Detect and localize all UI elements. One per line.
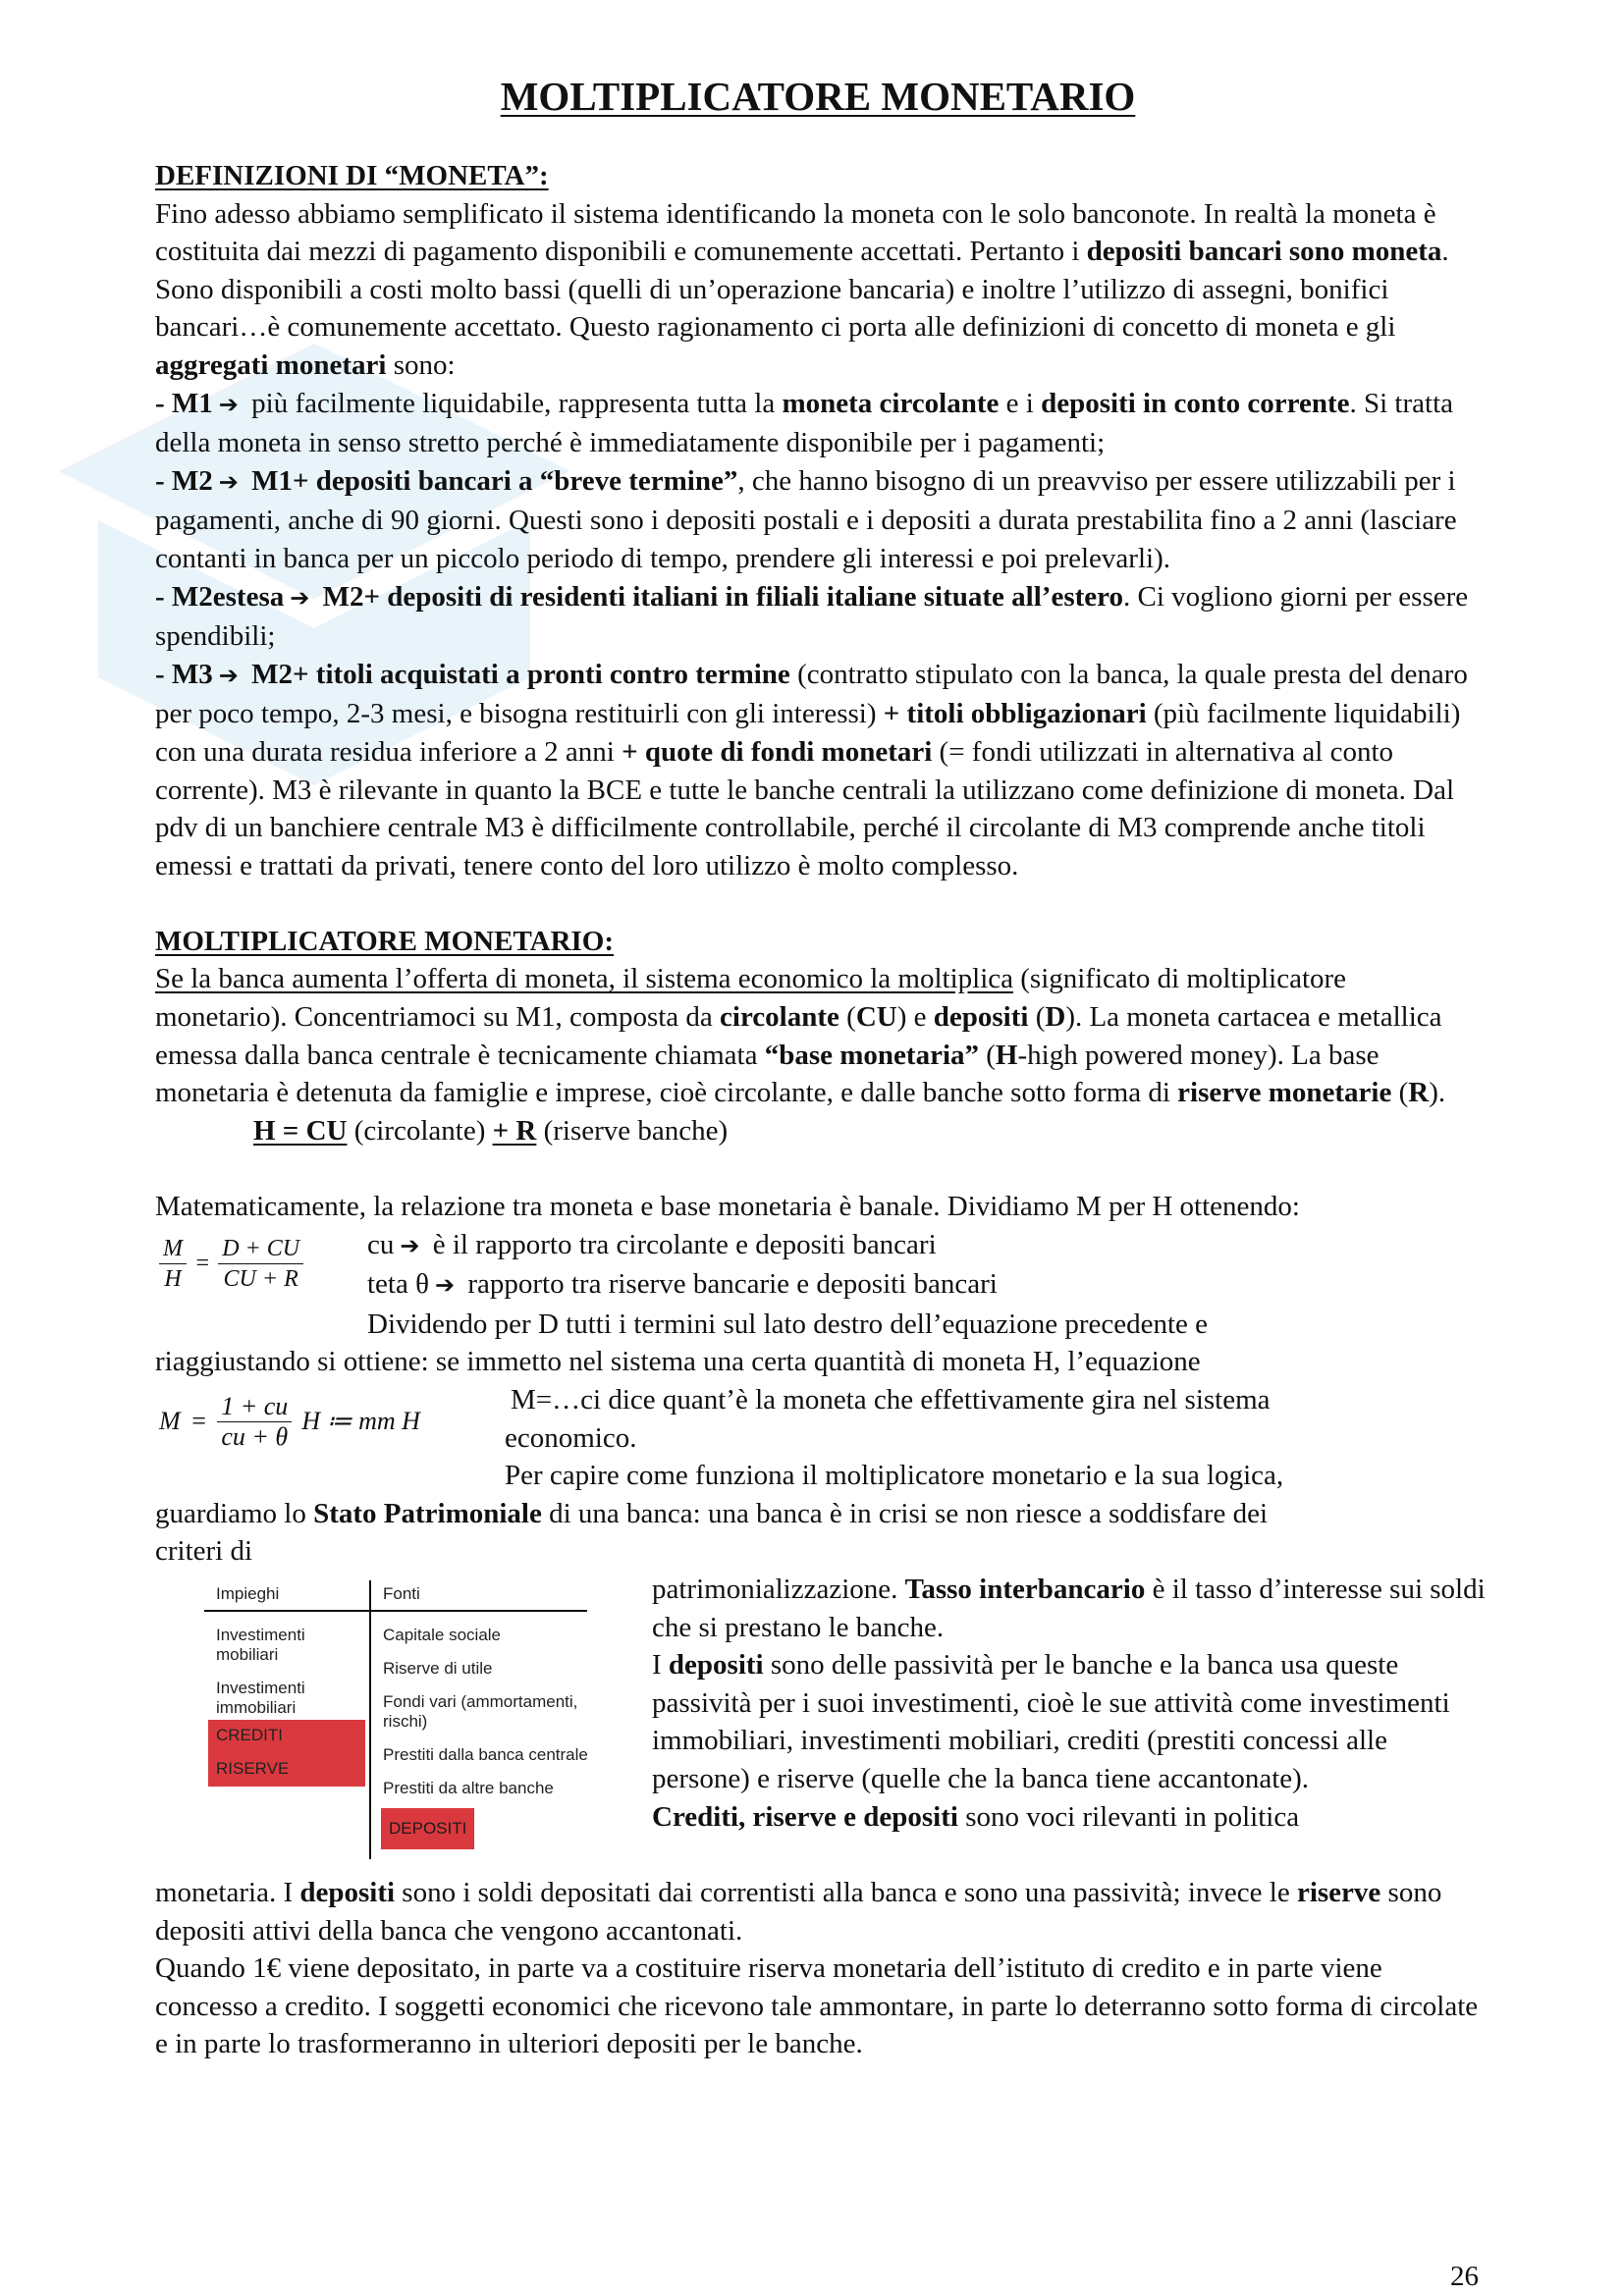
equation-block-1 <box>155 1226 1481 1344</box>
section-heading-moltiplicatore: MOLTIPLICATORE MONETARIO: <box>155 925 615 957</box>
arrow-right-icon: ➔ <box>400 1233 420 1259</box>
list-item-m1: - M1 ➔ più facilmente liquidabile, rappresenta tutta la moneta circolante e i depositi in conto corrente. Si tratta della moneta in senso stretto perché è immediatamente disponibile per i pagamenti; <box>155 387 1454 459</box>
list-item-m2: - M2 ➔ M1+ depositi bancari a “breve termine”, che hanno bisogno di un preavviso per essere utilizzabili per i pagamenti, anche di 90 giorni. Questi sono i depositi postali e i depositi a durata prestabilita fino a 2 anni (lasciare contanti in banca per un piccolo periodo di tempo, prendere gli interessi e poi prelevarli). <box>155 464 1457 574</box>
list-item-m2estesa: - M2estesa ➔ M2+ depositi di residenti italiani in filiali italiane situate all’estero. Ci vogliono giorni per essere spendibili; <box>155 580 1469 653</box>
paragraph-intro: Fino adesso abbiamo semplificato il sistema identificando la moneta con le solo banconote. In realtà la moneta è costituita dai mezzi di pagamento disponibili e comunemente accettati. Pertanto i depositi bancari sono moneta. Sono disponibili a costi molto bassi (quelli di un’operazione bancaria) e inoltre l’utilizzo di assegni, bonifici bancari…è comunemente accettato. Questo ragionamento ci porta alle definizioni di concetto di moneta e gli aggregati monetari sono: <box>155 197 1449 381</box>
column-header-fonti: Fonti <box>383 1583 420 1603</box>
paragraph-m-gira: M=…ci dice quant’è la moneta che effettivamente gira nel sistema <box>511 1384 1271 1415</box>
paragraph-criteri: criteri di <box>155 1535 253 1568</box>
arrow-right-icon: ➔ <box>218 392 239 418</box>
arrow-right-icon: ➔ <box>290 585 310 612</box>
equation-moltiplicatore: M = $\frac{1 + cu}{cu + \theta}$ H ≔ mm H <box>159 1391 420 1451</box>
asset-investimenti-mobiliari: Investimenti mobiliari <box>216 1625 305 1664</box>
paragraph-tasso-interbancario: patrimonializzazione. Tasso interbancario è il tasso d’interesse sui soldi che si prestano le banche. <box>652 1573 1486 1643</box>
paragraph-stato-patrimoniale: guardiamo lo Stato Patrimoniale di una banca: una banca è in crisi se non riesce a soddisfare dei <box>155 1497 1269 1529</box>
paragraph-quando-depositato: Quando 1€ viene depositato, in parte va a costituire riserva monetaria dell’istituto di credito e in parte viene concesso a credito. I soggetti economici che ricevono tale ammontare, in parte lo deterranno sotto forma di circolate e in parte lo trasformeranno in ulteriori depositi per le banche. <box>155 1952 1479 2060</box>
equation-block-2 <box>155 1381 1481 1495</box>
paragraph-depositi-passivita: I depositi sono delle passività per le banche e la banca usa queste passività per i suoi investimenti, cioè le sue attività come investimenti immobiliari, investimenti mobiliari, crediti (prestiti concessi alle persone) e riserve (quelle che la banca tiene accantonate). <box>652 1649 1450 1794</box>
formula-base-monetaria: H = CU (circolante) + R (riserve banche) <box>253 1114 729 1147</box>
source-prestiti-altre-banche: Prestiti da altre banche <box>383 1778 554 1797</box>
definition-cu: cu ➔ è il rapporto tra circolante e depositi bancari <box>155 1226 1481 1266</box>
paragraph-per-capire: Per capire come funziona il moltiplicatore monetario e la sua logica, <box>505 1460 1284 1492</box>
page-number: 26 <box>1450 2261 1479 2292</box>
asset-crediti: CREDITI <box>216 1725 283 1744</box>
table-divider-vertical <box>369 1580 371 1859</box>
balance-sheet-commentary <box>652 1571 1487 1836</box>
paragraph-crediti-riserve: Crediti, riserve e depositi sono voci rilevanti in politica <box>652 1800 1300 1833</box>
arrow-right-icon: ➔ <box>218 663 239 689</box>
stato-patrimoniale-block <box>155 1571 1486 1874</box>
column-header-impieghi: Impieghi <box>216 1583 280 1603</box>
paragraph-monetaria: monetaria. I depositi sono i soldi depositati dai correntisti alla banca e sono una passività; invece le riserve sono depositi attivi della banca che vengono accantonati. <box>155 1876 1442 1947</box>
equation-m-over-h: $\frac{M}{H}$ = $\frac{D + CU}{CU + R}$ <box>159 1226 303 1303</box>
document-page <box>155 69 1486 2063</box>
asset-investimenti-immobiliari: Investimenti immobiliari <box>216 1678 305 1717</box>
paragraph-riaggiustando: riaggiustando si ottiene: se immetto nel sistema una certa quantità di moneta H, l’equazione <box>155 1346 1201 1378</box>
paragraph-moltiplicatore: Se la banca aumenta l’offerta di moneta, il sistema economico la moltiplica (significato di moltiplicatore monetario). Concentriamoci su M1, composta da circolante (CU) e depositi (D). La moneta cartacea e metallica emessa dalla banca centrale è tecnicamente chiamata “base monetaria” (H-high powered money). La base monetaria è detenuta da famiglie e imprese, cioè circolante, e dalle banche sotto forma di riserve monetarie (R). <box>155 963 1446 1109</box>
asset-riserve: RISERVE <box>216 1758 290 1778</box>
section-heading-definizioni: DEFINIZIONI DI “MONETA”: <box>155 160 549 191</box>
source-depositi: DEPOSITI <box>381 1808 474 1849</box>
source-prestiti-banca-centrale: Prestiti dalla banca centrale <box>383 1744 588 1764</box>
list-item-m3: - M3 ➔ M2+ titoli acquistati a pronti contro termine (contratto stipulato con la banca, la quale presta del denaro per poco tempo, 2-3 mesi, e bisogna restituirli con gli interessi) + titoli obbligazionari (più facilmente liquidabili) con una durata residua inferiore a 2 anni + quote di fondi monetari (= fondi utilizzati in alternativa al conto corrente). M3 è rilevante in quanto la BCE e tutte le banche centrali la utilizzano come definizione di moneta. Dal pdv di un banchiere centrale M3 è difficilmente controllabile, perché il circolante di M3 comprende anche titoli emessi e trattati da privati, tenere conto del loro utilizzo è molto complesso. <box>155 658 1468 881</box>
source-fondi-vari: Fondi vari (ammortamenti, rischi) <box>383 1691 578 1731</box>
arrow-right-icon: ➔ <box>218 469 239 496</box>
paragraph-dividendo: Dividendo per D tutti i termini sul lato destro dell’equazione precedente e <box>367 1308 1209 1340</box>
paragraph-economico: economico. <box>505 1421 637 1454</box>
paragraph-matematicamente: Matematicamente, la relazione tra moneta e base monetaria è banale. Dividiamo M per H ottenendo: <box>155 1191 1300 1223</box>
source-capitale-sociale: Capitale sociale <box>383 1625 502 1644</box>
page-title: MOLTIPLICATORE MONETARIO <box>500 74 1136 119</box>
definition-teta: teta θ ➔ rapporto tra riserve bancarie e depositi bancari <box>155 1265 1481 1306</box>
table-divider-horizontal <box>204 1610 587 1612</box>
source-riserve-utile: Riserve di utile <box>383 1658 493 1678</box>
arrow-right-icon: ➔ <box>435 1273 456 1300</box>
